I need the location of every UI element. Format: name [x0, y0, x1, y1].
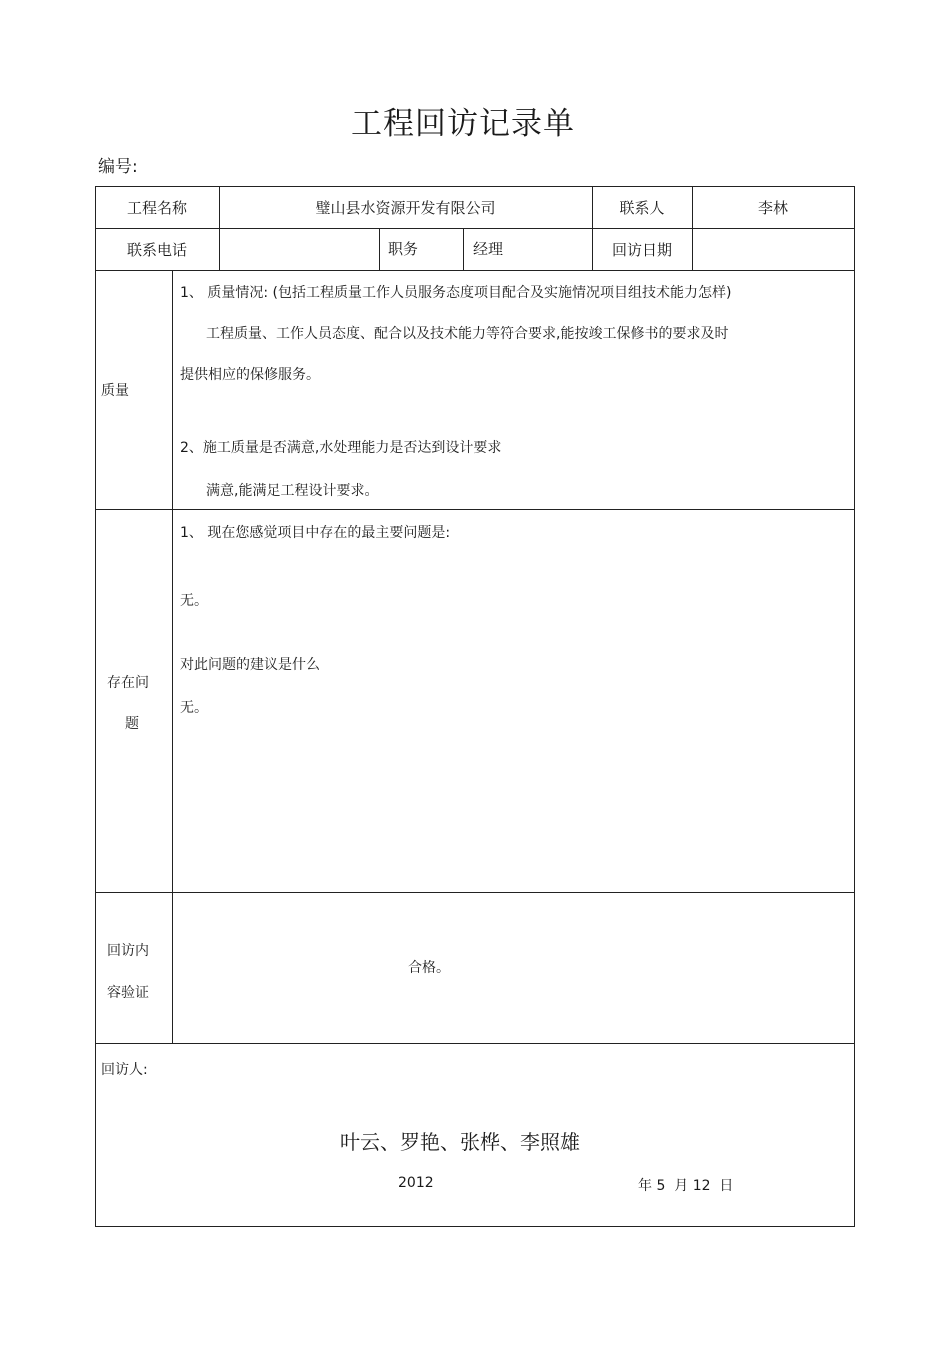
issues-question-2: 对此问题的建议是什么	[180, 657, 320, 673]
position-label: 职务	[388, 240, 419, 258]
visit-year: 2012	[398, 1175, 434, 1191]
contact-person-label: 联系人	[619, 198, 665, 217]
quality-label: 质量	[101, 383, 129, 399]
quality-answer-1-line2: 提供相应的保修服务。	[180, 367, 320, 383]
visitor-names: 叶云、罗艳、张桦、李照雄	[340, 1130, 580, 1154]
project-name-label: 工程名称	[126, 198, 187, 217]
visitors-label: 回访人:	[101, 1062, 148, 1078]
visit-date-label: 回访日期	[611, 240, 672, 259]
contact-person-value: 李林	[757, 198, 788, 217]
visit-date-value	[692, 228, 854, 270]
project-name-value: 璧山县水资源开发有限公司	[315, 198, 496, 217]
quality-question-2: 2、施工质量是否满意,水处理能力是否达到设计要求	[180, 440, 502, 456]
issues-label-line1: 存在问	[107, 675, 149, 691]
verification-label-line1: 回访内	[107, 943, 149, 959]
phone-value	[219, 228, 379, 270]
verification-value: 合格。	[408, 960, 450, 976]
issues-label-line2: 题	[125, 716, 139, 732]
verification-label-line2: 容验证	[107, 985, 149, 1001]
quality-question-1: 1、 质量情况: (包括工程质量工作人员服务态度项目配合及实施情况项目组技术能力怎样)	[180, 285, 732, 301]
position-value: 经理	[473, 240, 504, 258]
issues-answer-2: 无。	[180, 700, 208, 716]
phone-label: 联系电话	[126, 240, 187, 259]
serial-number-label: 编号:	[98, 157, 138, 177]
quality-answer-2: 满意,能满足工程设计要求。	[206, 483, 379, 499]
visit-date-rest: 年 5 月 12 日	[638, 1178, 734, 1194]
issues-answer-1: 无。	[180, 593, 208, 609]
issues-question-1: 1、 现在您感觉项目中存在的最主要问题是:	[180, 525, 451, 541]
document-title: 工程回访记录单	[351, 106, 575, 142]
quality-answer-1-line1: 工程质量、工作人员态度、配合以及技术能力等符合要求,能按竣工保修书的要求及时	[206, 326, 729, 342]
